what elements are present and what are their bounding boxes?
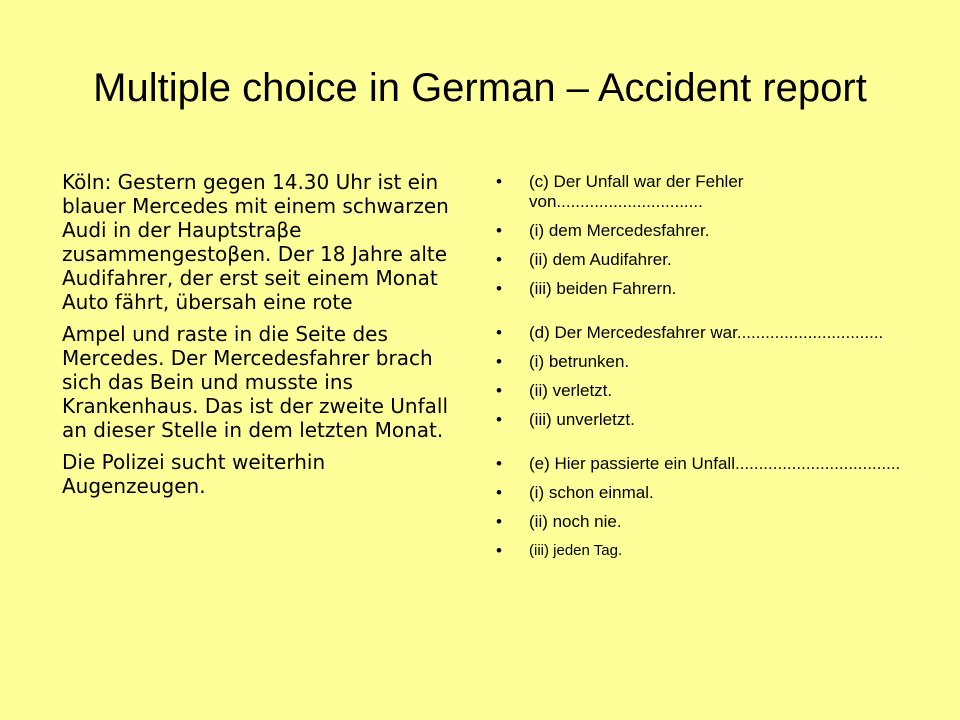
option-label: (iii) unverletzt.	[529, 410, 635, 429]
question-e	[496, 454, 916, 474]
answer-option	[496, 352, 916, 372]
option-label: (i) schon einmal.	[529, 483, 654, 502]
answer-option	[496, 483, 916, 503]
question-c	[496, 172, 916, 212]
answer-option	[496, 221, 916, 241]
bullet-icon: •	[496, 352, 502, 371]
question-prompt: (d) Der Mercedesfahrer war...............................	[529, 323, 884, 342]
bullet-icon: •	[496, 512, 502, 531]
bullet-icon: •	[496, 250, 502, 269]
bullet-icon: •	[496, 410, 502, 429]
option-label: (iii) beiden Fahrern.	[529, 279, 677, 298]
article-paragraph: Köln: Gestern gegen 14.30 Uhr ist ein blauer Mercedes mit einem schwarzen Audi in der Hauptstraβe zusammengestoβen. Der 18 Jahre alte Audifahrer, der erst seit einem Monat Auto fährt, übersah eine rote	[62, 170, 449, 314]
article-text	[62, 170, 474, 506]
bullet-icon: •	[496, 454, 502, 473]
bullet-icon: •	[496, 279, 502, 298]
page-title: Multiple choice in German – Accident report	[93, 66, 867, 110]
option-label: (ii) noch nie.	[529, 512, 622, 531]
question-prompt: (c) Der Unfall war der Fehler von...............................	[529, 172, 744, 211]
option-label: (ii) verletzt.	[529, 381, 613, 400]
answer-option	[496, 512, 916, 532]
bullet-icon: •	[496, 172, 502, 191]
answer-option	[496, 541, 916, 561]
bullet-icon: •	[496, 221, 502, 240]
bullet-icon: •	[496, 381, 502, 400]
article-paragraph: Ampel und raste in die Seite des Mercedes. Der Mercedesfahrer brach sich das Bein und musste ins Krankenhaus. Das ist der zweite Unfall an dieser Stelle in dem letzten Monat.	[62, 322, 448, 442]
article-paragraph: Die Polizei sucht weiterhin Augenzeugen.	[62, 450, 326, 498]
option-label: (iii) jeden Tag.	[529, 542, 623, 559]
bullet-icon: •	[496, 323, 502, 342]
bullet-icon: •	[496, 483, 502, 502]
option-label: (i) dem Mercedesfahrer.	[529, 221, 710, 240]
answer-option	[496, 279, 916, 299]
question-prompt: (e) Hier passierte ein Unfall...................................	[529, 454, 901, 473]
option-label: (i) betrunken.	[529, 352, 630, 371]
answer-option	[496, 410, 916, 430]
question-list	[496, 172, 916, 570]
bullet-icon: •	[496, 541, 502, 560]
answer-option	[496, 381, 916, 401]
answer-option	[496, 250, 916, 270]
question-d	[496, 323, 916, 343]
option-label: (ii) dem Audifahrer.	[529, 250, 672, 269]
